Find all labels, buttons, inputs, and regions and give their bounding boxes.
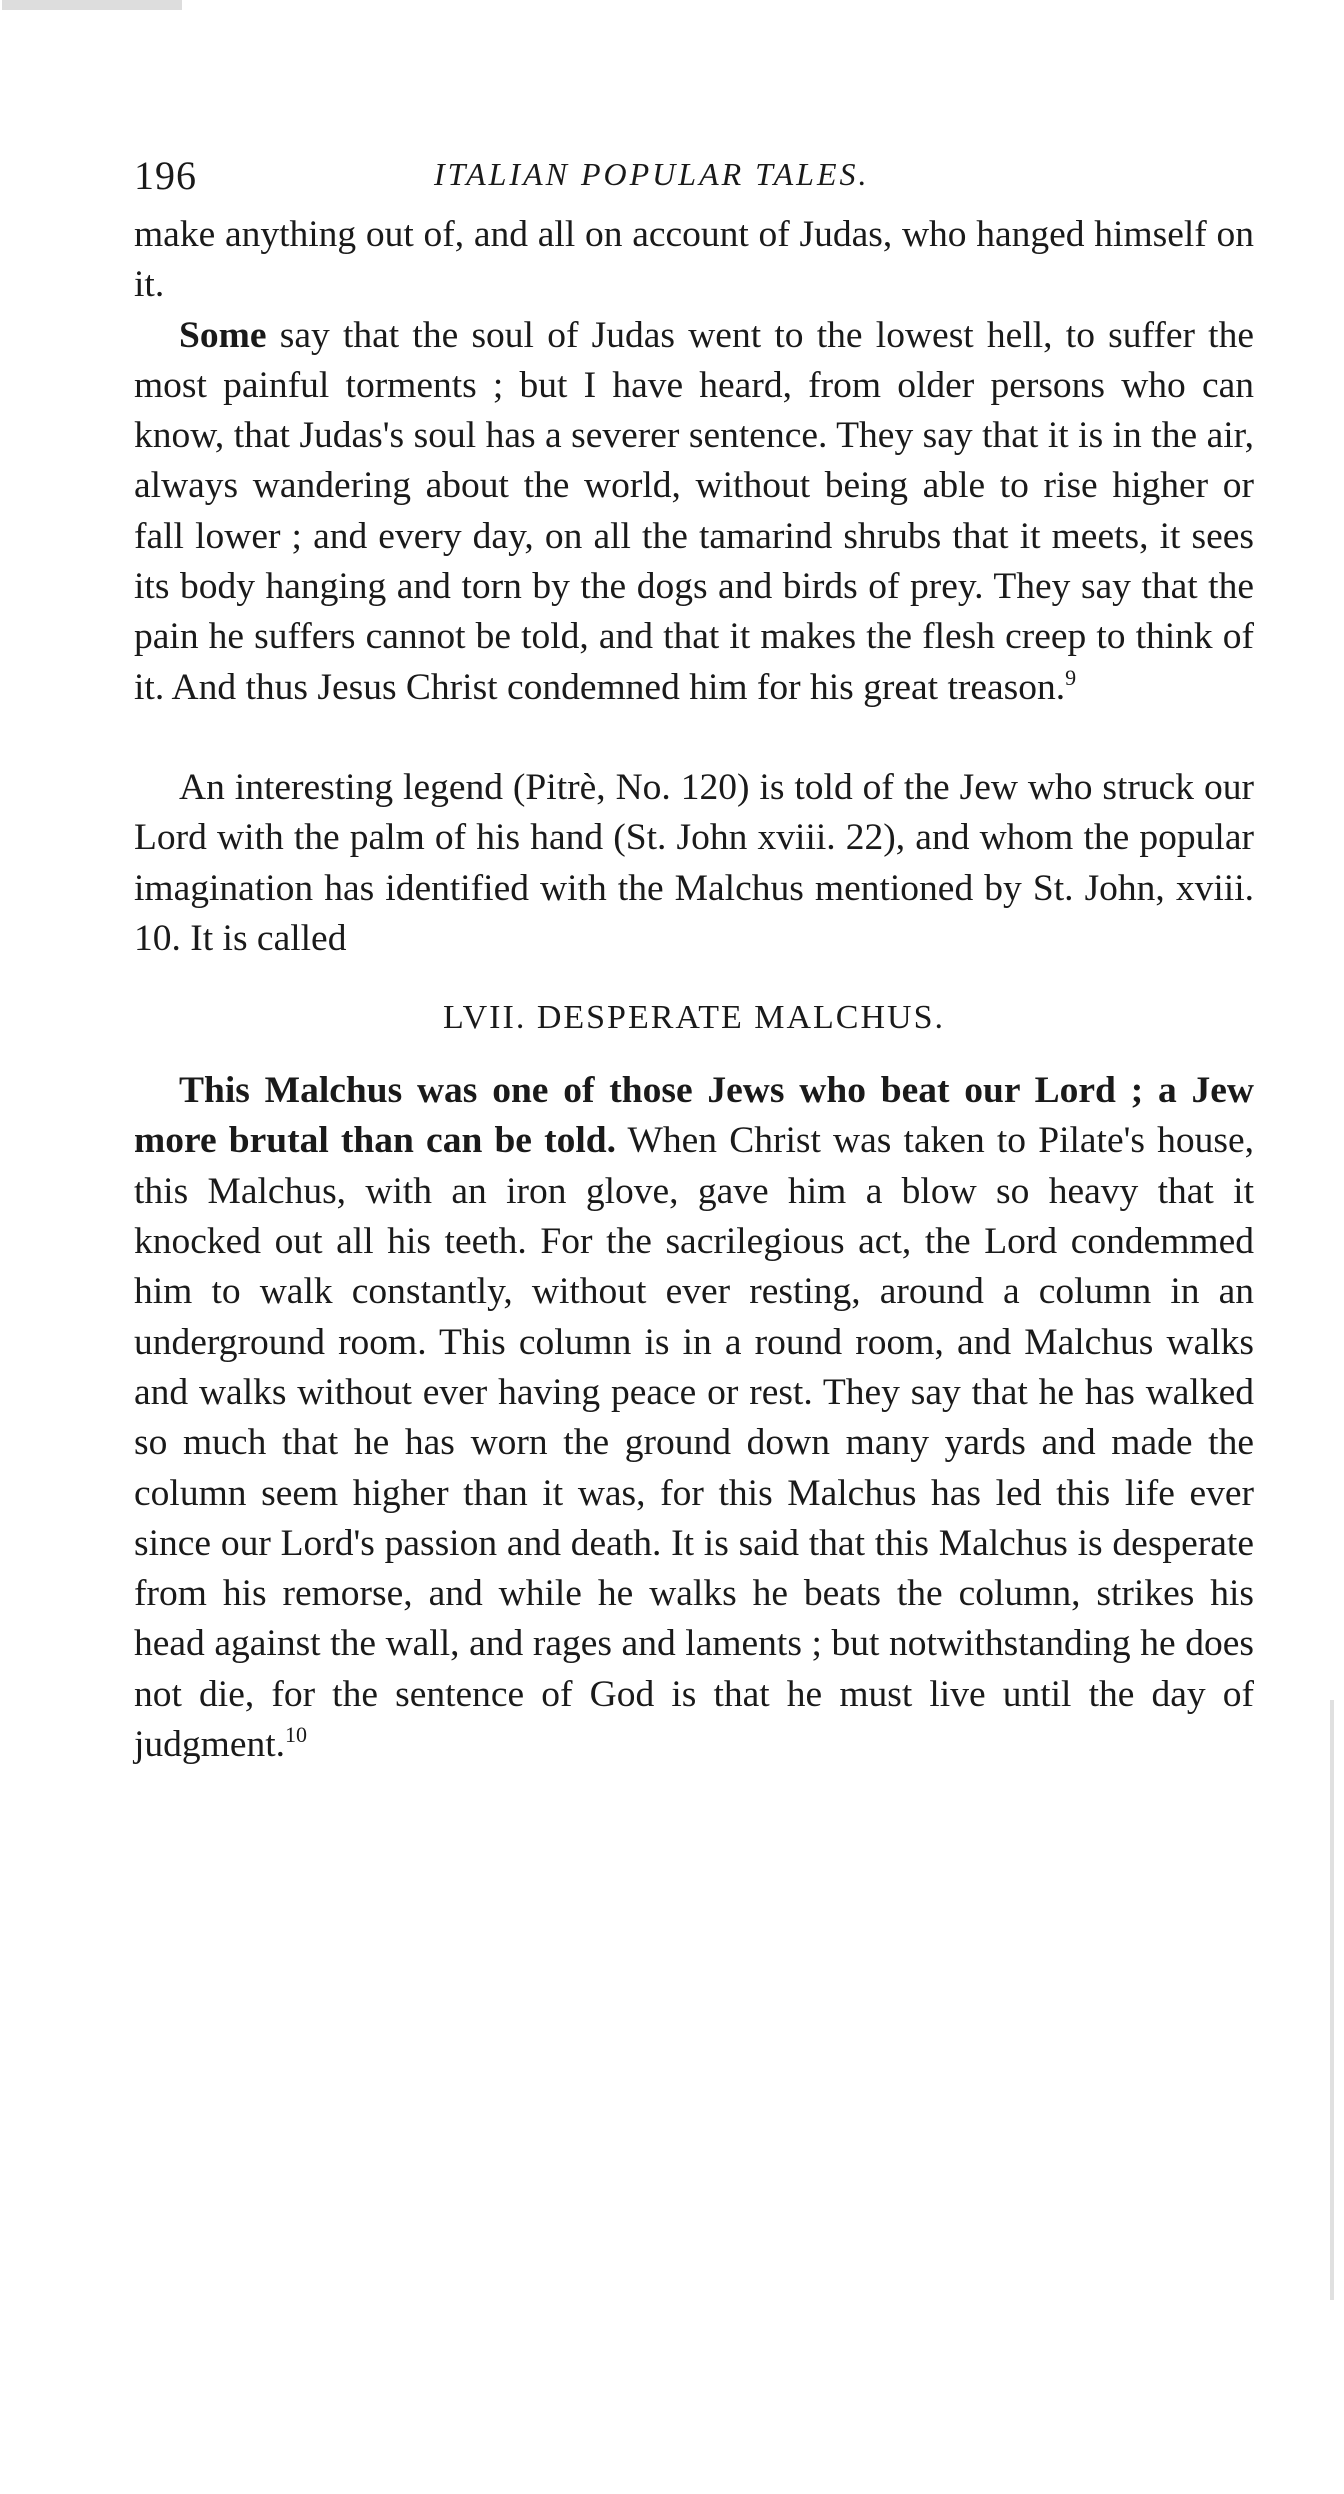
footnote-marker: 9 <box>1065 664 1077 690</box>
book-page <box>134 150 1254 1770</box>
paragraph-continuation: make anything out of, and all on account of Judas, who hanged himself on it. <box>134 214 1254 306</box>
paragraph-lead-sentence: This Malchus was one of those Jews who beat our Lord ; a Jew more brutal than can be told. <box>134 1070 1254 1162</box>
page-number: 196 <box>134 153 197 198</box>
paragraph-body: say that the soul of Judas went to the lowest hell, to suffer the most painful torments ; but I have heard, from older persons who can know, that Judas's soul has a severer sentence. They say that it is in the air, always wandering about the world, without being able to rise higher or fall lower ; and every day, on all the tamarind shrubs that it meets, it sees its body hanging and torn by the dogs and birds of prey. They say that the pain he suffers cannot be told, and that it makes the flesh creep to think of it. And thus Jesus Christ condemned him for his great treason. <box>134 314 1254 708</box>
paragraph-lead-word: Some <box>179 314 267 356</box>
section-gap <box>134 713 1254 763</box>
paragraph-judas-soul <box>134 311 1254 713</box>
running-head <box>134 150 1254 210</box>
tale-heading: LVII. DESPERATE MALCHUS. <box>442 999 945 1037</box>
paragraph-body: When Christ was taken to Pilate's house, this Malchus, with an iron glove, gave him a blow so heavy that it knocked out all his teeth. For the sacrilegious act, the Lord condemmed him to walk constantly, without ever resting, around a column in an underground room. This column is in a round room, and Malchus walks and walks without ever having peace or rest. They say that he has walked so much that he has worn the ground down many yards and made the column seem higher than it was, for this Malchus has led this life ever since our Lord's passion and death. It is said that this Malchus is desperate from his remorse, and while he walks he beats the column, strikes his head against the wall, and rages and laments ; but notwithstanding he does not die, for the sentence of God is that he must live until the day of judgment. <box>134 1120 1254 1766</box>
scan-speck <box>1330 1700 1334 2300</box>
paragraph-malchus-tale <box>134 1066 1254 1770</box>
footnote-marker: 10 <box>285 1722 308 1748</box>
paragraph-intro-legend: An interesting legend (Pitrè, No. 120) is told of the Jew who struck our Lord with the palm of his hand (St. John xviii. 22), and whom the popular imagination has identified with the Malchus mentioned by St. John, xviii. 10. It is called <box>134 766 1254 959</box>
running-title: ITALIAN POPULAR TALES. <box>434 156 870 192</box>
scan-speck <box>2 0 182 10</box>
